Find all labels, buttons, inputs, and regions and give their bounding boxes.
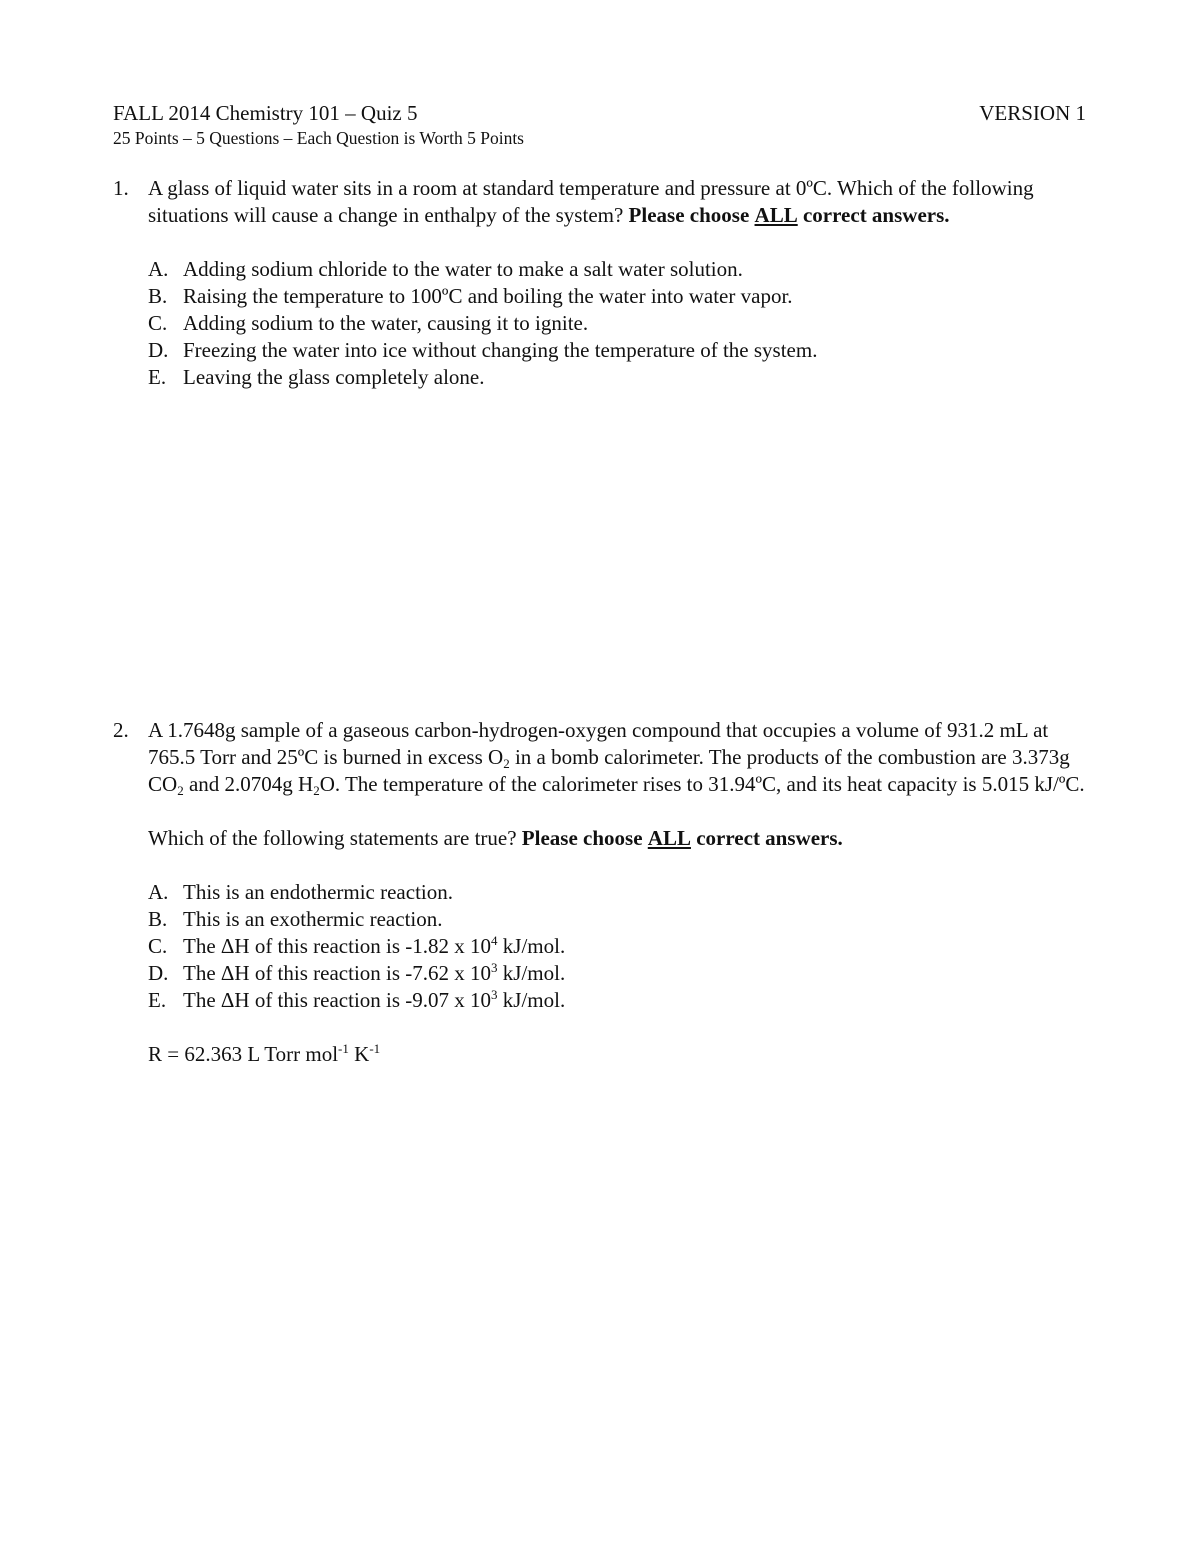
- option-text-end: kJ/mol.: [497, 988, 566, 1012]
- question-1: [113, 175, 1088, 391]
- subscript: 2: [177, 783, 184, 798]
- option-text: Adding sodium chloride to the water to make a salt water solution.: [183, 257, 743, 281]
- question-2: [113, 717, 1088, 1068]
- stem-text: in a bomb calorimeter. The products of the combustion are 3.373g CO: [148, 745, 1070, 796]
- instruction-text: Please choose: [628, 203, 750, 227]
- question-stem: [148, 717, 1088, 798]
- question-prompt: [148, 825, 1088, 852]
- option-text: The ΔH of this reaction is -1.82 x 10: [183, 934, 492, 958]
- option-text: Leaving the glass completely alone.: [183, 365, 485, 389]
- option-text: This is an endothermic reaction.: [183, 880, 453, 904]
- stem-text: and 2.0704g H: [183, 772, 314, 796]
- answer-option: [148, 987, 1088, 1014]
- answer-option: [148, 960, 1088, 987]
- option-letter: A.: [148, 880, 169, 904]
- option-letter: B.: [148, 907, 168, 931]
- option-text: The ΔH of this reaction is -7.62 x 10: [183, 961, 492, 985]
- answer-option: [148, 906, 1088, 933]
- answer-option: [148, 933, 1088, 960]
- gas-constant: [148, 1041, 1088, 1068]
- exponent: 3: [491, 987, 498, 1002]
- stem-text: A glass of liquid water sits in a room at standard temperature and pressure at 0ºC. Which of the following situations will cause a change in enthalpy of the system?: [148, 176, 1034, 227]
- option-text: This is an exothermic reaction.: [183, 907, 443, 931]
- stem-text: A 1.7648g sample of a gaseous carbon-hydrogen-oxygen compound that occupies a volume of 931.2 mL at 765.5 Torr and 25ºC is burned in excess O: [148, 718, 1049, 769]
- answer-option: [148, 879, 1088, 906]
- answer-option: [148, 256, 1088, 283]
- instruction-text: Please choose: [521, 826, 643, 850]
- option-text: Freezing the water into ice without changing the temperature of the system.: [183, 338, 818, 362]
- stem-text: O. The temperature of the calorimeter rises to 31.94ºC, and its heat capacity is 5.015 kJ/ºC.: [319, 772, 1085, 796]
- option-text-end: kJ/mol.: [497, 934, 566, 958]
- option-text-end: kJ/mol.: [497, 961, 566, 985]
- option-text: Adding sodium to the water, causing it to ignite.: [183, 311, 589, 335]
- exponent: -1: [369, 1041, 381, 1056]
- question-body: [148, 175, 1088, 391]
- question-body: [148, 717, 1088, 1068]
- option-letter: D.: [148, 961, 169, 985]
- constant-text: R = 62.363 L Torr mol: [148, 1042, 339, 1066]
- points-subtitle: 25 Points – 5 Questions – Each Question is Worth 5 Points: [113, 128, 524, 148]
- instruction-text-end: correct answers.: [802, 203, 950, 227]
- option-letter: C.: [148, 311, 168, 335]
- subscript: 2: [313, 783, 320, 798]
- option-letter: B.: [148, 284, 168, 308]
- subscript: 2: [503, 756, 510, 771]
- option-letter: A.: [148, 257, 169, 281]
- answer-option: [148, 337, 1088, 364]
- option-letter: E.: [148, 988, 167, 1012]
- version-label: VERSION 1: [979, 101, 1086, 125]
- instruction-all: ALL: [754, 203, 798, 227]
- instruction-all: ALL: [647, 826, 691, 850]
- option-letter: C.: [148, 934, 168, 958]
- question-number: 2.: [113, 718, 129, 742]
- answer-option: [148, 283, 1088, 310]
- option-text: Raising the temperature to 100ºC and boiling the water into water vapor.: [183, 284, 793, 308]
- question-number: 1.: [113, 176, 129, 200]
- answer-option: [148, 364, 1088, 391]
- exponent: 4: [491, 933, 498, 948]
- option-text: The ΔH of this reaction is -9.07 x 10: [183, 988, 492, 1012]
- answer-options: [148, 256, 1088, 391]
- prompt-text: Which of the following statements are true?: [148, 826, 517, 850]
- page-title: FALL 2014 Chemistry 101 – Quiz 5: [113, 101, 418, 125]
- exponent: -1: [338, 1041, 349, 1056]
- option-letter: E.: [148, 365, 167, 389]
- instruction-text-end: correct answers.: [696, 826, 843, 850]
- constant-text-unit: K: [348, 1042, 370, 1066]
- question-stem: [148, 175, 1088, 229]
- answer-options: [148, 879, 1088, 1014]
- option-letter: D.: [148, 338, 169, 362]
- exponent: 3: [491, 960, 498, 975]
- answer-option: [148, 310, 1088, 337]
